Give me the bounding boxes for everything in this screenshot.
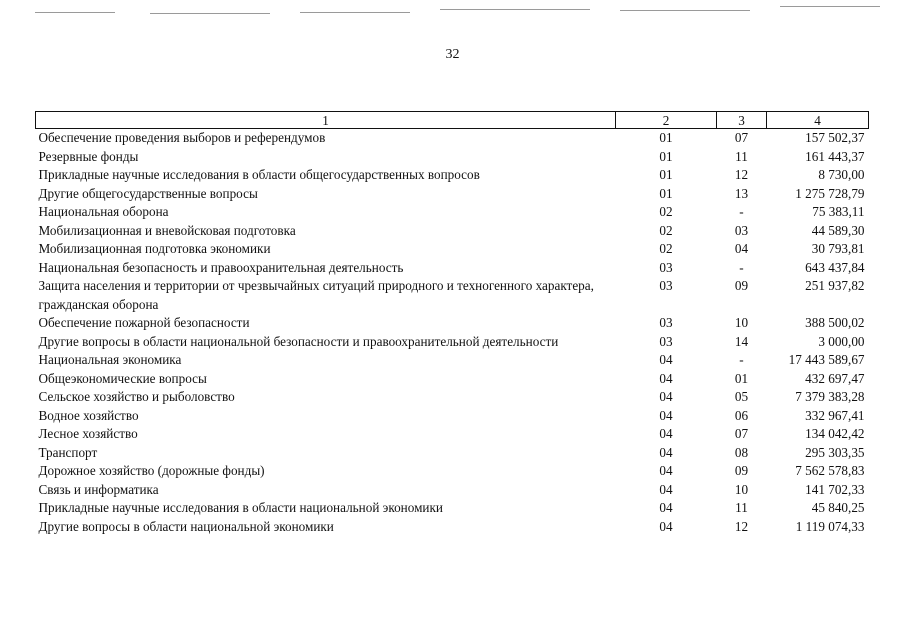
row-amount: 30 793,81 bbox=[811, 241, 865, 256]
row-amount: 45 840,25 bbox=[811, 500, 865, 515]
table-row bbox=[36, 518, 869, 537]
row-subsection-code: 08 bbox=[734, 444, 749, 460]
row-section-code: 03 bbox=[659, 315, 673, 330]
row-subsection-code: 10 bbox=[734, 315, 749, 330]
column-header-1: 1 bbox=[36, 112, 616, 129]
row-name-cell: Обеспечение проведения выборов и референдумов bbox=[38, 130, 326, 145]
row-amount: 75 383,11 bbox=[812, 204, 865, 219]
row-amount: 8 730,00 bbox=[818, 167, 865, 182]
row-section-code: 01 bbox=[659, 148, 673, 164]
row-section-code: 04 bbox=[659, 352, 673, 367]
table-row bbox=[36, 444, 869, 463]
row-subsection-code: 01 bbox=[734, 370, 749, 386]
table-row bbox=[36, 314, 869, 333]
row-section-code: 04 bbox=[659, 389, 673, 404]
budget-table bbox=[35, 111, 869, 536]
table-row bbox=[36, 222, 869, 241]
row-amount: 388 500,02 bbox=[805, 315, 865, 330]
row-subsection-code: 11 bbox=[735, 500, 748, 515]
row-section-code: 02 bbox=[659, 204, 673, 219]
row-name-cell: Лесное хозяйство bbox=[38, 426, 138, 441]
row-section-code: 04 bbox=[659, 444, 673, 460]
row-subsection-code: 07 bbox=[734, 426, 749, 441]
row-subsection-code: - bbox=[739, 259, 744, 275]
row-amount: 161 443,37 bbox=[805, 148, 865, 164]
row-subsection-code: - bbox=[739, 352, 744, 367]
row-subsection-code: 05 bbox=[734, 389, 749, 404]
row-name-cell: Резервные фонды bbox=[38, 148, 139, 164]
column-header-2: 2 bbox=[616, 112, 717, 129]
column-header-3: 3 bbox=[717, 112, 767, 129]
row-subsection-code: - bbox=[739, 204, 744, 219]
row-section-code: 03 bbox=[659, 259, 673, 275]
row-subsection-code: 12 bbox=[734, 167, 749, 182]
row-section-code: 01 bbox=[659, 185, 673, 201]
table-row bbox=[36, 166, 869, 185]
table-row bbox=[36, 425, 869, 444]
row-amount: 134 042,42 bbox=[805, 426, 865, 441]
table-row bbox=[36, 351, 869, 370]
row-name-cell: Другие общегосударственные вопросы bbox=[38, 185, 258, 201]
row-name-cell: Национальная экономика bbox=[38, 352, 182, 367]
table-body bbox=[36, 129, 869, 537]
page-number: 32 bbox=[445, 47, 460, 62]
row-section-code: 02 bbox=[659, 222, 673, 238]
row-section-code: 02 bbox=[659, 241, 673, 256]
row-section-code: 01 bbox=[659, 167, 673, 182]
table-row bbox=[36, 388, 869, 407]
row-name-cell: Обеспечение пожарной безопасности bbox=[38, 315, 250, 330]
row-name-cell: Другие вопросы в области национальной безопасности и правоохранительной деятельности bbox=[38, 333, 559, 349]
row-amount: 643 437,84 bbox=[805, 259, 865, 275]
row-subsection-code: 12 bbox=[734, 518, 749, 534]
table-row bbox=[36, 499, 869, 518]
row-name-cell: Мобилизационная и вневойсковая подготовка bbox=[38, 222, 296, 238]
table-row bbox=[36, 129, 869, 148]
table-row bbox=[36, 333, 869, 352]
table-row bbox=[36, 240, 869, 259]
row-amount: 251 937,82 bbox=[805, 278, 865, 293]
row-name-cell: Защита населения и территории от чрезвычайных ситуаций природного и техногенного характера, гражданская оборона bbox=[38, 278, 594, 312]
row-name-cell: Дорожное хозяйство (дорожные фонды) bbox=[38, 463, 265, 478]
row-section-code: 03 bbox=[659, 278, 673, 293]
row-subsection-code: 07 bbox=[734, 130, 749, 145]
row-section-code: 04 bbox=[659, 370, 673, 386]
table-row bbox=[36, 259, 869, 278]
table-row bbox=[36, 481, 869, 500]
table-row bbox=[36, 277, 869, 314]
row-name-cell: Общеэкономические вопросы bbox=[38, 370, 207, 386]
table-row bbox=[36, 203, 869, 222]
row-name-cell: Национальная оборона bbox=[38, 204, 169, 219]
row-amount: 44 589,30 bbox=[811, 222, 865, 238]
row-section-code: 04 bbox=[659, 407, 673, 423]
row-subsection-code: 14 bbox=[734, 333, 749, 349]
row-name-cell: Связь и информатика bbox=[38, 481, 159, 497]
row-name-cell: Прикладные научные исследования в области национальной экономики bbox=[38, 500, 443, 515]
row-amount: 7 379 383,28 bbox=[795, 389, 865, 404]
row-amount: 1 275 728,79 bbox=[795, 185, 865, 201]
table-header-row bbox=[36, 112, 869, 129]
row-amount: 295 303,35 bbox=[805, 444, 865, 460]
row-section-code: 04 bbox=[659, 481, 673, 497]
row-subsection-code: 11 bbox=[735, 148, 748, 164]
table-row bbox=[36, 462, 869, 481]
row-amount: 157 502,37 bbox=[805, 130, 865, 145]
row-name-cell: Транспорт bbox=[38, 444, 98, 460]
row-section-code: 01 bbox=[659, 130, 673, 145]
row-subsection-code: 06 bbox=[734, 407, 749, 423]
row-subsection-code: 09 bbox=[734, 278, 749, 293]
row-amount: 432 697,47 bbox=[805, 370, 865, 386]
table-row bbox=[36, 370, 869, 389]
table-row bbox=[36, 407, 869, 426]
row-name-cell: Мобилизационная подготовка экономики bbox=[38, 241, 271, 256]
table-row bbox=[36, 148, 869, 167]
row-subsection-code: 03 bbox=[734, 222, 749, 238]
row-name-cell: Водное хозяйство bbox=[38, 407, 139, 423]
row-subsection-code: 09 bbox=[734, 463, 749, 478]
row-subsection-code: 04 bbox=[734, 241, 749, 256]
scan-artifact-top bbox=[0, 0, 905, 20]
row-subsection-code: 13 bbox=[734, 185, 749, 201]
row-amount: 332 967,41 bbox=[805, 407, 865, 423]
row-amount: 141 702,33 bbox=[805, 481, 865, 497]
row-amount: 17 443 589,67 bbox=[788, 352, 865, 367]
row-section-code: 03 bbox=[659, 333, 673, 349]
row-section-code: 04 bbox=[659, 500, 673, 515]
row-section-code: 04 bbox=[659, 518, 673, 534]
row-amount: 3 000,00 bbox=[818, 333, 865, 349]
row-section-code: 04 bbox=[659, 463, 673, 478]
table-row bbox=[36, 185, 869, 204]
row-subsection-code: 10 bbox=[734, 481, 749, 497]
row-amount: 7 562 578,83 bbox=[795, 463, 865, 478]
row-name-cell: Другие вопросы в области национальной экономики bbox=[38, 518, 334, 534]
column-header-4: 4 bbox=[767, 112, 869, 129]
row-name-cell: Сельское хозяйство и рыболовство bbox=[38, 389, 235, 404]
row-section-code: 04 bbox=[659, 426, 673, 441]
row-name-cell: Прикладные научные исследования в области общегосударственных вопросов bbox=[38, 167, 480, 182]
row-name-cell: Национальная безопасность и правоохранительная деятельность bbox=[38, 259, 404, 275]
row-amount: 1 119 074,33 bbox=[795, 518, 865, 534]
